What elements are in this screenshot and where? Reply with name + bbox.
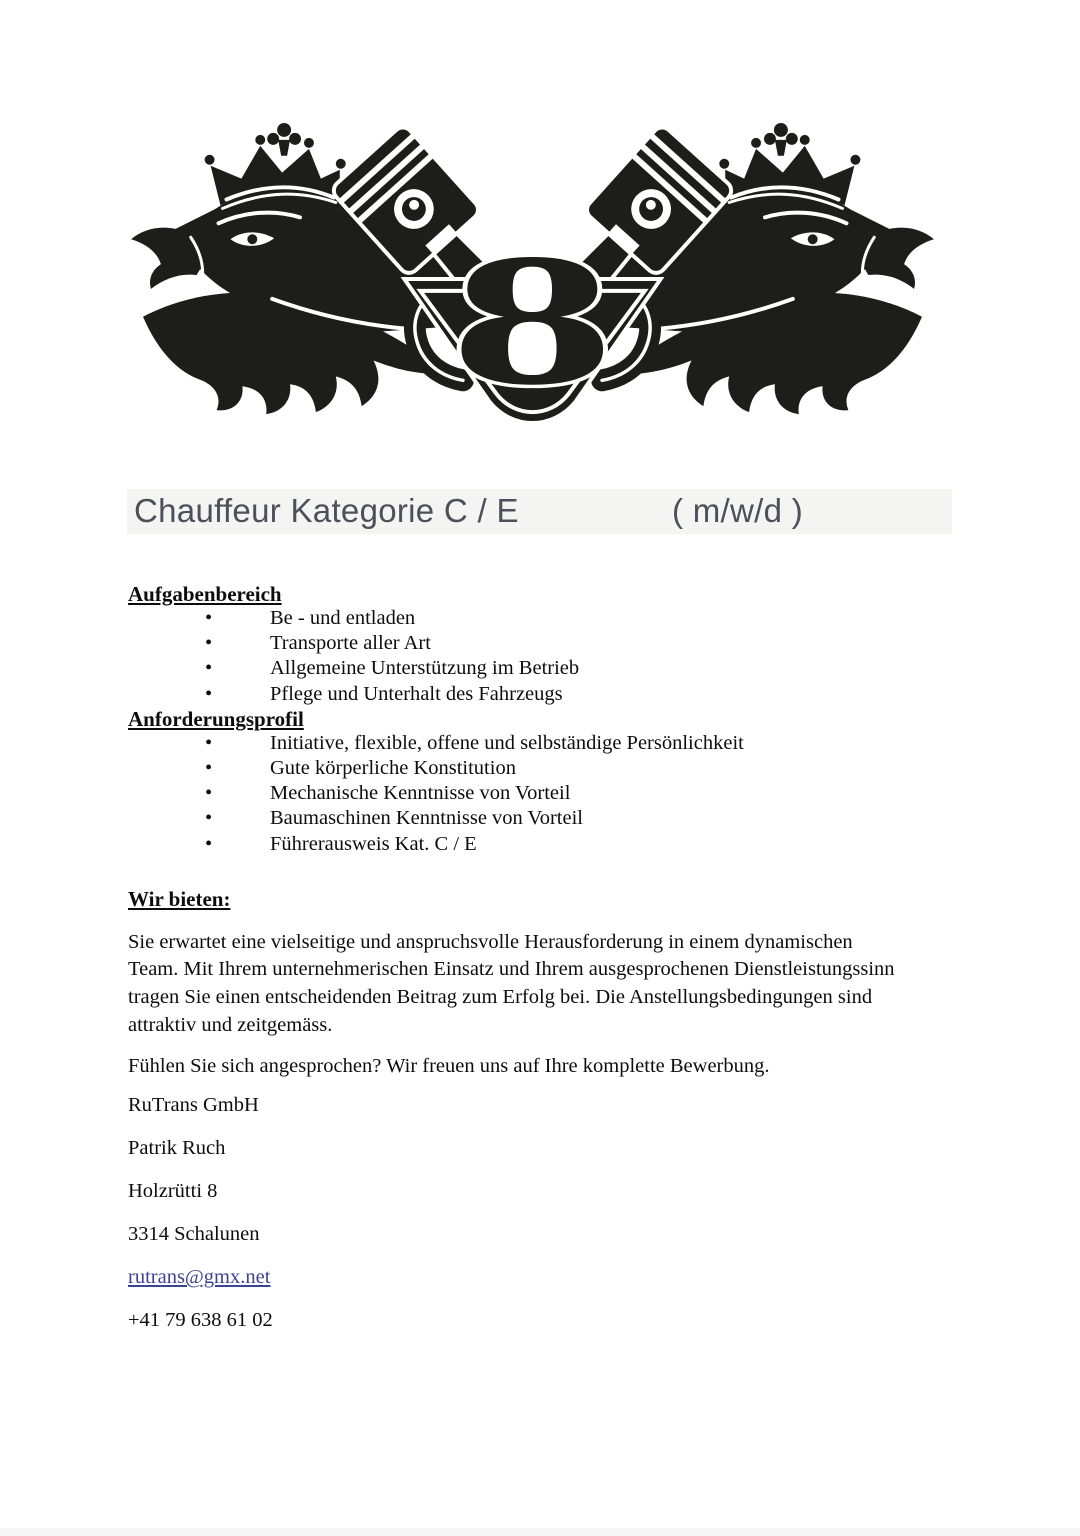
offer-line: Sie erwartet eine vielseitige und anspruchsvolle Herausforderung in einem dynamischen bbox=[128, 930, 853, 953]
list-item bbox=[128, 656, 970, 681]
job-title: Chauffeur Kategorie C / E bbox=[134, 492, 519, 529]
anforderungsprofil-list bbox=[128, 731, 970, 857]
contact-street: Holzrütti 8 bbox=[128, 1180, 218, 1203]
list-item-text: Führerausweis Kat. C / E bbox=[270, 832, 477, 855]
contact-phone: +41 79 638 61 02 bbox=[128, 1309, 273, 1332]
page-bottom-edge bbox=[0, 1528, 1080, 1536]
section-heading-wir-bieten: Wir bieten: bbox=[128, 886, 231, 911]
list-item bbox=[128, 631, 970, 656]
bullet-icon: • bbox=[205, 731, 213, 754]
list-item-text: Initiative, flexible, offene und selbständige Persönlichkeit bbox=[270, 731, 744, 754]
offer-paragraph bbox=[128, 929, 970, 1039]
list-item bbox=[128, 781, 970, 806]
list-item-text: Baumaschinen Kenntnisse von Vorteil bbox=[270, 807, 583, 830]
offer-line: Team. Mit Ihrem unternehmerischen Einsatz und Ihrem ausgesprochenen Dienstleistungssinn bbox=[128, 958, 895, 981]
bullet-icon: • bbox=[205, 632, 213, 655]
list-item bbox=[128, 606, 970, 631]
bullet-icon: • bbox=[205, 782, 213, 805]
bullet-icon: • bbox=[205, 832, 213, 855]
list-item bbox=[128, 731, 970, 756]
list-item-text: Transporte aller Art bbox=[270, 632, 431, 655]
contact-company: RuTrans GmbH bbox=[128, 1094, 259, 1117]
contact-person: Patrik Ruch bbox=[128, 1137, 226, 1160]
list-item bbox=[128, 832, 970, 857]
list-item bbox=[128, 806, 970, 831]
bullet-icon: • bbox=[205, 607, 213, 629]
application-cta: Fühlen Sie sich angesprochen? Wir freuen uns auf Ihre komplette Bewerbung. bbox=[128, 1055, 770, 1078]
section-heading-aufgabenbereich: Aufgabenbereich bbox=[128, 582, 282, 606]
job-title-gender-suffix: ( m/w/d ) bbox=[672, 492, 804, 529]
list-item-text: Be - und entladen bbox=[270, 607, 416, 629]
job-title-bar bbox=[127, 489, 952, 534]
list-item bbox=[128, 756, 970, 781]
offer-line: tragen Sie einen entscheidenden Beitrag zum Erfolg bei. Die Anstellungsbedingungen sind bbox=[128, 986, 873, 1009]
list-item-text: Allgemeine Unterstützung im Betrieb bbox=[270, 657, 580, 680]
aufgabenbereich-list bbox=[128, 606, 970, 707]
company-logo bbox=[125, 122, 940, 430]
document-body bbox=[128, 582, 970, 1352]
list-item bbox=[128, 682, 970, 707]
email-link[interactable]: rutrans@gmx.net bbox=[128, 1266, 271, 1289]
bullet-icon: • bbox=[205, 657, 213, 680]
bullet-icon: • bbox=[205, 757, 213, 780]
contact-email-line bbox=[128, 1266, 970, 1288]
list-item-text: Gute körperliche Konstitution bbox=[270, 757, 516, 780]
bullet-icon: • bbox=[205, 682, 213, 705]
contact-city: 3314 Schalunen bbox=[128, 1223, 260, 1246]
offer-line: attraktiv und zeitgemäss. bbox=[128, 1013, 333, 1036]
list-item-text: Mechanische Kenntnisse von Vorteil bbox=[270, 782, 571, 805]
list-item-text: Pflege und Unterhalt des Fahrzeugs bbox=[270, 682, 563, 705]
bullet-icon: • bbox=[205, 807, 213, 830]
section-heading-anforderungsprofil: Anforderungsprofil bbox=[128, 706, 304, 731]
emblem-digit: 8 bbox=[449, 223, 616, 423]
contact-block bbox=[128, 1094, 970, 1331]
v8-griffin-logo-image bbox=[125, 122, 940, 430]
